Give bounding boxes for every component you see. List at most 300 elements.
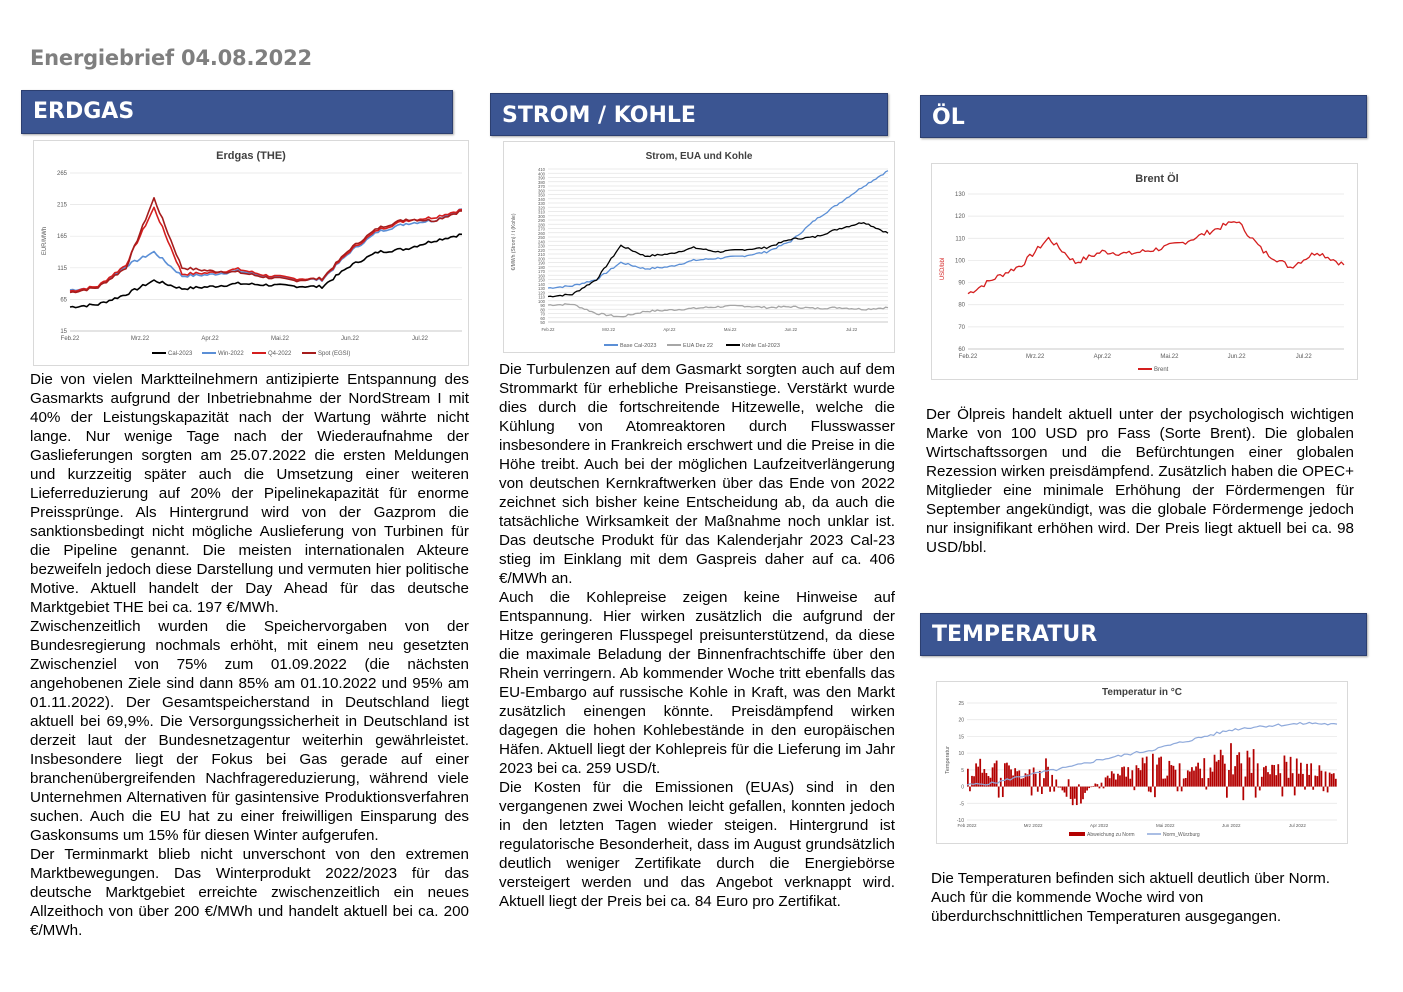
x-tick-label: Mai.22: [723, 327, 737, 332]
bar: [1160, 757, 1162, 787]
bar: [1070, 787, 1072, 799]
bar: [1296, 759, 1298, 787]
y-tick-label: 80: [958, 302, 965, 309]
bar: [1146, 757, 1148, 787]
bar: [1016, 771, 1018, 786]
bar: [1103, 787, 1105, 789]
bar: [998, 787, 1000, 798]
bar: [1199, 769, 1201, 787]
x-tick-label: Feb.22: [541, 327, 555, 332]
bar: [1306, 764, 1308, 787]
bar: [1080, 787, 1082, 804]
oel-text: [926, 405, 1354, 557]
bar: [1228, 770, 1230, 787]
x-tick-label: Mrz 2022: [1023, 823, 1043, 828]
bar: [1041, 787, 1043, 794]
legend-label: Cal-2023: [168, 351, 193, 357]
x-tick-label: Apr.22: [663, 327, 676, 332]
bar: [1203, 758, 1205, 786]
paragraph: Die Turbulenzen auf dem Gasmarkt sorgten auch auf dem Strommarkt für erhebliche Preisanstiege. Verstärkt wurde dies durch die fortschreitende Hitzewelle, welche die Kühlung von Atomreaktoren durch Flusswasser insbesondere in Frankreich erschwert und die Preise in die Höhe treibt. Auch bei der möglichen Laufzeitverlängerung von deutschen Kernkraftwerken über das Ende von 2022 zeichnet sich bisher keine Entscheidung ab, da auch die tatsächliche Wirksamkeit der Maßnahme noch unklar ist. Das deutsche Produkt für das Kalenderjahr 2023 Cal-23 stieg im Einklang mit dem Gaspreis daher auf ca. 406 €/MWh an.: [499, 361, 895, 587]
bar: [1060, 787, 1062, 788]
bar: [1117, 774, 1119, 787]
bar: [1335, 779, 1337, 787]
y-tick-label: 340: [538, 196, 545, 202]
bar: [1000, 778, 1002, 787]
bar: [1181, 787, 1183, 792]
bar: [1282, 787, 1284, 797]
legend-label: Q4-2022: [268, 351, 292, 357]
bar: [1097, 784, 1099, 786]
bar: [1154, 787, 1156, 798]
chart-plot-area: [57, 171, 462, 342]
bar: [1302, 774, 1304, 787]
bar: [1218, 760, 1220, 787]
bar: [1162, 779, 1164, 787]
x-tick-label: Jun.22: [1227, 354, 1246, 360]
chart-plot-area: [955, 192, 1344, 360]
y-tick-label: 300: [538, 213, 545, 219]
paragraph: Zwischenzeitlich wurden die Speichervorgaben von der Bundesregierung nochmals erhöht, mit einem neu gesetzten Zwischenziel von 75% zum 01.09.2022 (die nächsten angehobenen Ziele sind dann 85% am 01.10.2022 und 95% am 01.11.2022). Der Gesamtspeicherstand in Deutschland liegt aktuell bei 69,9%. Die Versorgungssicherheit in Deutschland ist derzeit laut der Bundesnetzagentur weiterhin gewährleistet. Insbesondere liegt der Fokus bei Gas gerade auf einer branchenübergreifenden Nachfragereduzierung, während viele Unternehmen Alternativen für gasintensive Produktionsverfahren suchen. Auch die EU hat zu einer freiwilligen Einsparung des Gaskonsums um 15% für diesen Winter aufgerufen.: [30, 618, 469, 844]
bar: [1140, 770, 1142, 786]
bar: [1131, 770, 1133, 786]
y-tick-label: 210: [538, 252, 545, 257]
bar: [1308, 775, 1310, 787]
y-tick-label: 360: [538, 188, 545, 194]
y-axis-label: EUR/MWh: [42, 226, 48, 256]
y-tick-label: 250: [538, 235, 545, 240]
bar: [1175, 770, 1177, 787]
bar: [1033, 768, 1035, 787]
paragraph: Der Ölpreis handelt aktuell unter der psychologisch wichtigen Marke von 100 USD pro Fass (Sorte Brent). Die globalen Wirtschaftssorgen und die Befürchtungen einer globalen Rezession wirken preisdämpfend. Zusätzlich haben die OPEC+ Mitglieder eine minimale Erhöhung der Fördermengen für September angekündigt, was die globale Fördermenge jedoch nur insignifikant erhöhen wird. Der Preis liegt aktuell bei ca. 98 USD/bbl.: [926, 406, 1354, 556]
bar: [1051, 775, 1053, 787]
series-line: [548, 304, 888, 317]
series-line: [548, 223, 888, 297]
bar: [1323, 787, 1325, 792]
section-header-temperatur: [920, 613, 1367, 656]
y-tick-label: 150: [538, 277, 545, 283]
bar: [1226, 787, 1228, 798]
bar: [1111, 771, 1113, 786]
paragraph: Die Kosten für die Emissionen (EUAs) sind in den vergangenen zwei Wochen leicht gefallen, konnten jedoch in den letzten Tagen wieder steigen. Hintergrund ist regulatorische Besonderheit, dass im August grundsätzlich deutlich weniger Zertifikate durch die Energiebörse versteigert werden und das Angebot verknappt wird. Aktuell liegt der Preis bei ca. 84 Euro pro Zertifikat.: [499, 779, 895, 910]
paragraph: Auch die Kohlepreise zeigen keine Hinweise auf Entspannung. Hier wirken zusätzlich die aufgrund der Hitze geringeren Flusspegel preisunterstützend, da diese die maximale Beladung der Binnenfrachtschiffe über den Rhein verringern. Ab kommender Woche tritt ebenfalls das EU-Embargo auf russische Kohle in Kraft, was den Markt zusätzlich einengen könnte. Preisdämpfend wirken dagegen die hohen Kohlebestände in den europäischen Häfen. Aktuell liegt der Kohlepreis für die Lieferung im Jahr 2023 bei ca. 259 USD/t.: [499, 589, 895, 777]
y-tick-label: 410: [538, 167, 545, 172]
section-title-oel: ÖL: [932, 105, 965, 130]
bar: [1092, 786, 1094, 787]
bar: [1090, 787, 1092, 788]
x-tick-label: Mrz.22: [130, 336, 150, 342]
bar: [1020, 779, 1022, 787]
paragraph: Der Terminmarkt blieb nicht unverschont von den extremen Marktbewegungen. Das Winterprodukt 2022/2023 für das deutsche Marktgebiet erreichte zwischenzeitlich ein neues Allzeithoch von über 200 €/MWh und handelt aktuell bei ca. 200 €/MWh.: [30, 846, 469, 939]
bar: [1023, 778, 1025, 786]
bar: [1018, 770, 1020, 786]
y-tick-label: 70: [540, 311, 545, 317]
bar: [1158, 758, 1160, 787]
bar: [1107, 776, 1109, 787]
bar: [1035, 774, 1037, 787]
bar: [1187, 770, 1189, 786]
bar: [1099, 787, 1101, 789]
bar: [1031, 787, 1033, 796]
bar: [1197, 763, 1199, 787]
bar: [1053, 787, 1055, 792]
y-tick-label: 350: [538, 192, 545, 198]
y-tick-label: 270: [538, 226, 545, 232]
bar: [1269, 774, 1271, 786]
chart-temperatur-svg: [937, 682, 1347, 843]
bar: [1086, 787, 1088, 791]
bar: [1212, 772, 1214, 787]
y-tick-label: 220: [538, 247, 545, 253]
bar: [1236, 755, 1238, 787]
y-tick-label: 100: [538, 298, 545, 304]
bar: [1082, 787, 1084, 800]
bar: [1055, 779, 1057, 786]
bar: [1164, 778, 1166, 786]
chart-legend: [152, 351, 350, 357]
bar: [1333, 773, 1335, 786]
chart-erdgas-svg: [34, 141, 468, 365]
chart-title: Strom, EUA und Kohle: [645, 151, 753, 162]
bar: [1249, 757, 1251, 786]
bar: [1057, 787, 1059, 788]
bar: [1310, 763, 1312, 786]
bar: [1185, 778, 1187, 787]
bar: [1208, 778, 1210, 787]
bar: [1150, 787, 1152, 793]
bar: [1195, 766, 1197, 786]
chart-temperatur: [936, 681, 1348, 844]
series-line: [70, 234, 462, 307]
bar: [1325, 771, 1327, 786]
legend-label: Base Cal-2023: [620, 343, 657, 349]
y-tick-label: 80: [540, 307, 545, 313]
y-tick-label: -5: [959, 801, 964, 808]
bar: [1331, 774, 1333, 787]
bar: [1129, 779, 1131, 787]
bar: [1290, 757, 1292, 787]
y-tick-label: 165: [56, 234, 67, 241]
x-tick-label: Mai.22: [1160, 354, 1179, 360]
bar: [1275, 775, 1277, 786]
bar: [1066, 787, 1068, 797]
bar: [1008, 765, 1010, 786]
bar: [1304, 787, 1306, 790]
x-tick-label: Mai 2022: [1155, 823, 1175, 828]
chart-legend: [604, 343, 780, 349]
bar: [1267, 772, 1269, 786]
x-tick-label: Apr.22: [201, 336, 219, 342]
chart-legend: [1069, 832, 1200, 838]
bar: [1321, 771, 1323, 787]
series-line: [70, 198, 462, 293]
y-tick-label: 130: [538, 286, 545, 291]
x-tick-label: Mrz.22: [1025, 354, 1045, 360]
bar: [1025, 773, 1027, 786]
chart-legend: [1138, 367, 1169, 373]
y-tick-label: 290: [538, 218, 545, 223]
y-tick-label: 15: [958, 734, 964, 741]
section-title-strom: STROM / KOHLE: [502, 103, 696, 128]
bar: [1222, 755, 1224, 786]
x-tick-label: Jun 2022: [1222, 823, 1241, 828]
bar: [1168, 761, 1170, 787]
bar: [1286, 762, 1288, 787]
bar: [1273, 765, 1275, 787]
y-tick-label: 15: [60, 329, 67, 335]
bar: [1205, 787, 1207, 790]
bar: [1259, 787, 1261, 791]
y-axis-label: USD/bbl: [940, 257, 946, 281]
bar: [1010, 769, 1012, 786]
bar: [1068, 779, 1070, 786]
bar: [1316, 776, 1318, 786]
bar: [1298, 774, 1300, 787]
y-tick-label: 265: [56, 171, 67, 177]
bar: [1193, 771, 1195, 787]
y-tick-label: -10: [956, 818, 964, 824]
section-title-erdgas: ERDGAS: [33, 99, 135, 124]
bar: [1319, 765, 1321, 786]
bar: [1101, 783, 1103, 787]
chart-strom-svg: [504, 142, 894, 352]
bar: [1257, 763, 1259, 786]
x-tick-label: Feb 2022: [957, 823, 977, 828]
bar: [1037, 787, 1039, 792]
bar: [1214, 755, 1216, 787]
y-tick-label: 65: [60, 297, 67, 304]
legend-label: Abweichung zu Norm: [1087, 832, 1135, 838]
bar: [1123, 767, 1125, 787]
bar: [1127, 767, 1129, 786]
x-tick-label: Jul 2022: [1288, 823, 1306, 828]
y-tick-label: 5: [961, 767, 964, 774]
y-tick-label: 280: [538, 222, 545, 228]
bar: [1088, 787, 1090, 789]
bar: [1279, 773, 1281, 786]
bar: [1292, 773, 1294, 786]
temperatur-text: [931, 869, 1331, 926]
y-tick-label: 200: [538, 256, 545, 262]
bar: [1152, 754, 1154, 787]
y-tick-label: 310: [538, 209, 545, 215]
bar: [979, 759, 981, 787]
y-tick-label: 215: [56, 202, 67, 209]
bar: [1004, 763, 1006, 786]
bar: [1142, 758, 1144, 787]
section-header-erdgas: [21, 90, 453, 134]
bar: [1179, 763, 1181, 786]
bar: [1134, 787, 1136, 791]
bar: [1156, 765, 1158, 787]
bar: [1201, 778, 1203, 786]
section-title-temperatur: TEMPERATUR: [932, 622, 1098, 647]
bar: [1115, 780, 1117, 787]
legend-label: Kohle Cal-2023: [742, 343, 780, 349]
bar: [1148, 787, 1150, 792]
bar: [1242, 787, 1244, 801]
y-tick-label: 380: [538, 179, 545, 185]
bar: [1094, 784, 1096, 787]
bar: [973, 776, 975, 786]
bar: [1138, 768, 1140, 787]
bar: [1109, 778, 1111, 786]
y-tick-label: 240: [538, 239, 545, 245]
bar: [1045, 758, 1047, 786]
bar: [1284, 756, 1286, 787]
bar: [1173, 766, 1175, 787]
y-tick-label: 320: [538, 205, 545, 211]
x-tick-label: Apr 2022: [1090, 823, 1109, 828]
y-tick-label: 120: [538, 290, 545, 296]
bar: [1240, 763, 1242, 786]
y-tick-label: 70: [958, 324, 965, 331]
bar: [1255, 787, 1257, 798]
paragraph: Die Temperaturen befinden sich aktuell deutlich über Norm. Auch für die kommende Woche wird von überdurchschnittlichen Temperaturen ausgegangen.: [931, 870, 1331, 925]
y-tick-label: 370: [538, 184, 545, 189]
x-tick-label: Jul.22: [845, 327, 858, 332]
chart-brent-svg: [932, 164, 1357, 379]
bar: [1294, 787, 1296, 796]
chart-plot-area: [957, 701, 1337, 828]
bar: [1220, 750, 1222, 787]
bar: [1263, 767, 1265, 786]
bar: [1251, 773, 1253, 787]
chart-title: Erdgas (THE): [216, 150, 286, 162]
bar: [1189, 772, 1191, 787]
bar: [1062, 787, 1064, 791]
x-tick-label: Jun.22: [784, 327, 798, 332]
bar: [1210, 768, 1212, 787]
x-tick-label: Jul.22: [411, 336, 429, 342]
x-tick-label: Jun.22: [340, 336, 360, 342]
bar: [1002, 787, 1004, 797]
y-tick-label: 130: [954, 192, 965, 198]
bar: [1144, 763, 1146, 786]
bar: [969, 787, 971, 792]
bar: [1238, 752, 1240, 786]
paragraph: Die von vielen Marktteilnehmern antizipierte Entspannung des Gasmarkts aufgrund der Inbetriebnahme der NordStream I mit 40% der Leistungskapazität nach der Wartung währte nicht lange. Nur wenige Tage nach der Wiederaufnahme der Gaslieferungen sorgten am 25.07.2022 die ersten Meldungen und kurzzeitig später auch die Umsetzung einer weiteren Lieferreduzierung auf 20% der Pipelinekapazität für enorme Preissprünge. Als Hintergrund wird von der Gazprom die sanktionsbedingt nicht mögliche Auslieferung von Turbinen für die Pipeline genannt. Die meisten internationalen Akteure bezweifeln jedoch diese Darstellung und vermuten hier politische Motive. Aktuell handelt der Day Ahead für das deutsche Marktgebiet THE bei ca. 197 €/MWh.: [30, 371, 469, 616]
chart-brent: [931, 163, 1358, 380]
y-tick-label: 50: [540, 320, 545, 325]
bar: [1183, 779, 1185, 787]
chart-title: Temperatur in °C: [1102, 687, 1182, 698]
bar: [1078, 784, 1080, 786]
bar: [1171, 765, 1173, 787]
chart-erdgas: [33, 140, 469, 366]
y-axis-label: €/MWh (Strom) / t (Kohle): [511, 213, 517, 271]
chart-strom: [503, 141, 895, 353]
x-tick-label: Jul.22: [1295, 354, 1312, 360]
y-tick-label: 25: [958, 701, 964, 707]
strom-text: [499, 360, 895, 911]
bar: [1329, 773, 1331, 787]
bar: [1177, 787, 1179, 792]
y-tick-label: 140: [538, 281, 545, 287]
x-tick-label: Apr.22: [1093, 354, 1111, 360]
document-title: Energiebrief 04.08.2022: [30, 46, 312, 70]
erdgas-text: [30, 370, 469, 940]
bar: [992, 767, 994, 786]
bar: [1039, 771, 1041, 787]
bar: [1076, 787, 1078, 805]
bar: [1271, 765, 1273, 787]
x-tick-label: Mai.22: [270, 336, 290, 342]
y-tick-label: 90: [540, 303, 545, 308]
y-tick-label: 10: [958, 751, 964, 758]
y-tick-label: 180: [538, 264, 545, 270]
bar: [1277, 764, 1279, 786]
y-tick-label: 390: [538, 175, 545, 181]
y-tick-label: 170: [538, 269, 545, 274]
y-tick-label: 260: [538, 230, 545, 236]
bar: [1230, 743, 1232, 786]
y-tick-label: 60: [958, 347, 965, 353]
bar: [1064, 787, 1066, 793]
bar: [1216, 762, 1218, 787]
legend-label: Brent: [1154, 367, 1169, 373]
bar: [1136, 765, 1138, 786]
bar: [1247, 751, 1249, 787]
legend-label: Spot (EGSI): [318, 351, 351, 357]
y-tick-label: 110: [538, 294, 545, 300]
bar: [1125, 777, 1127, 787]
bar: [1265, 766, 1267, 787]
y-tick-label: 120: [954, 214, 965, 221]
bar: [1084, 787, 1086, 793]
legend-label: Norm_Würzburg: [1163, 832, 1200, 838]
bar: [1314, 776, 1316, 787]
bar: [1119, 775, 1121, 786]
bar: [1234, 766, 1236, 786]
x-tick-label: Mrz.22: [602, 327, 616, 332]
y-tick-label: 230: [538, 243, 545, 249]
legend-label: EUA Dez 22: [683, 343, 713, 349]
bar: [1049, 787, 1051, 792]
section-header-strom: [490, 93, 888, 136]
bar: [1300, 763, 1302, 787]
legend-label: Win-2022: [218, 351, 244, 357]
chart-title: Brent Öl: [1135, 173, 1179, 185]
y-tick-label: 115: [57, 265, 67, 272]
bar: [1105, 777, 1107, 786]
y-tick-label: 400: [538, 171, 545, 177]
bar: [1288, 778, 1290, 787]
bar: [1113, 774, 1115, 787]
bar: [1029, 769, 1031, 786]
bar: [1261, 777, 1263, 787]
bar: [1072, 787, 1074, 806]
bar: [1006, 763, 1008, 787]
chart-plot-area: [538, 167, 888, 332]
bar: [1166, 776, 1168, 787]
bar: [1043, 778, 1045, 786]
bar: [1253, 749, 1255, 786]
y-tick-label: 190: [538, 260, 545, 266]
x-tick-label: Feb.22: [60, 336, 80, 342]
x-tick-label: Feb.22: [958, 354, 978, 360]
y-tick-label: 110: [955, 236, 965, 243]
bar: [1232, 774, 1234, 786]
y-tick-label: 330: [538, 201, 545, 206]
bar: [1191, 767, 1193, 786]
y-tick-label: 90: [958, 280, 965, 287]
bar: [1312, 787, 1314, 790]
bar: [971, 776, 973, 787]
y-tick-label: 160: [538, 273, 545, 279]
bar: [1121, 767, 1123, 786]
bar: [1224, 764, 1226, 787]
legend-swatch: [1069, 832, 1085, 836]
